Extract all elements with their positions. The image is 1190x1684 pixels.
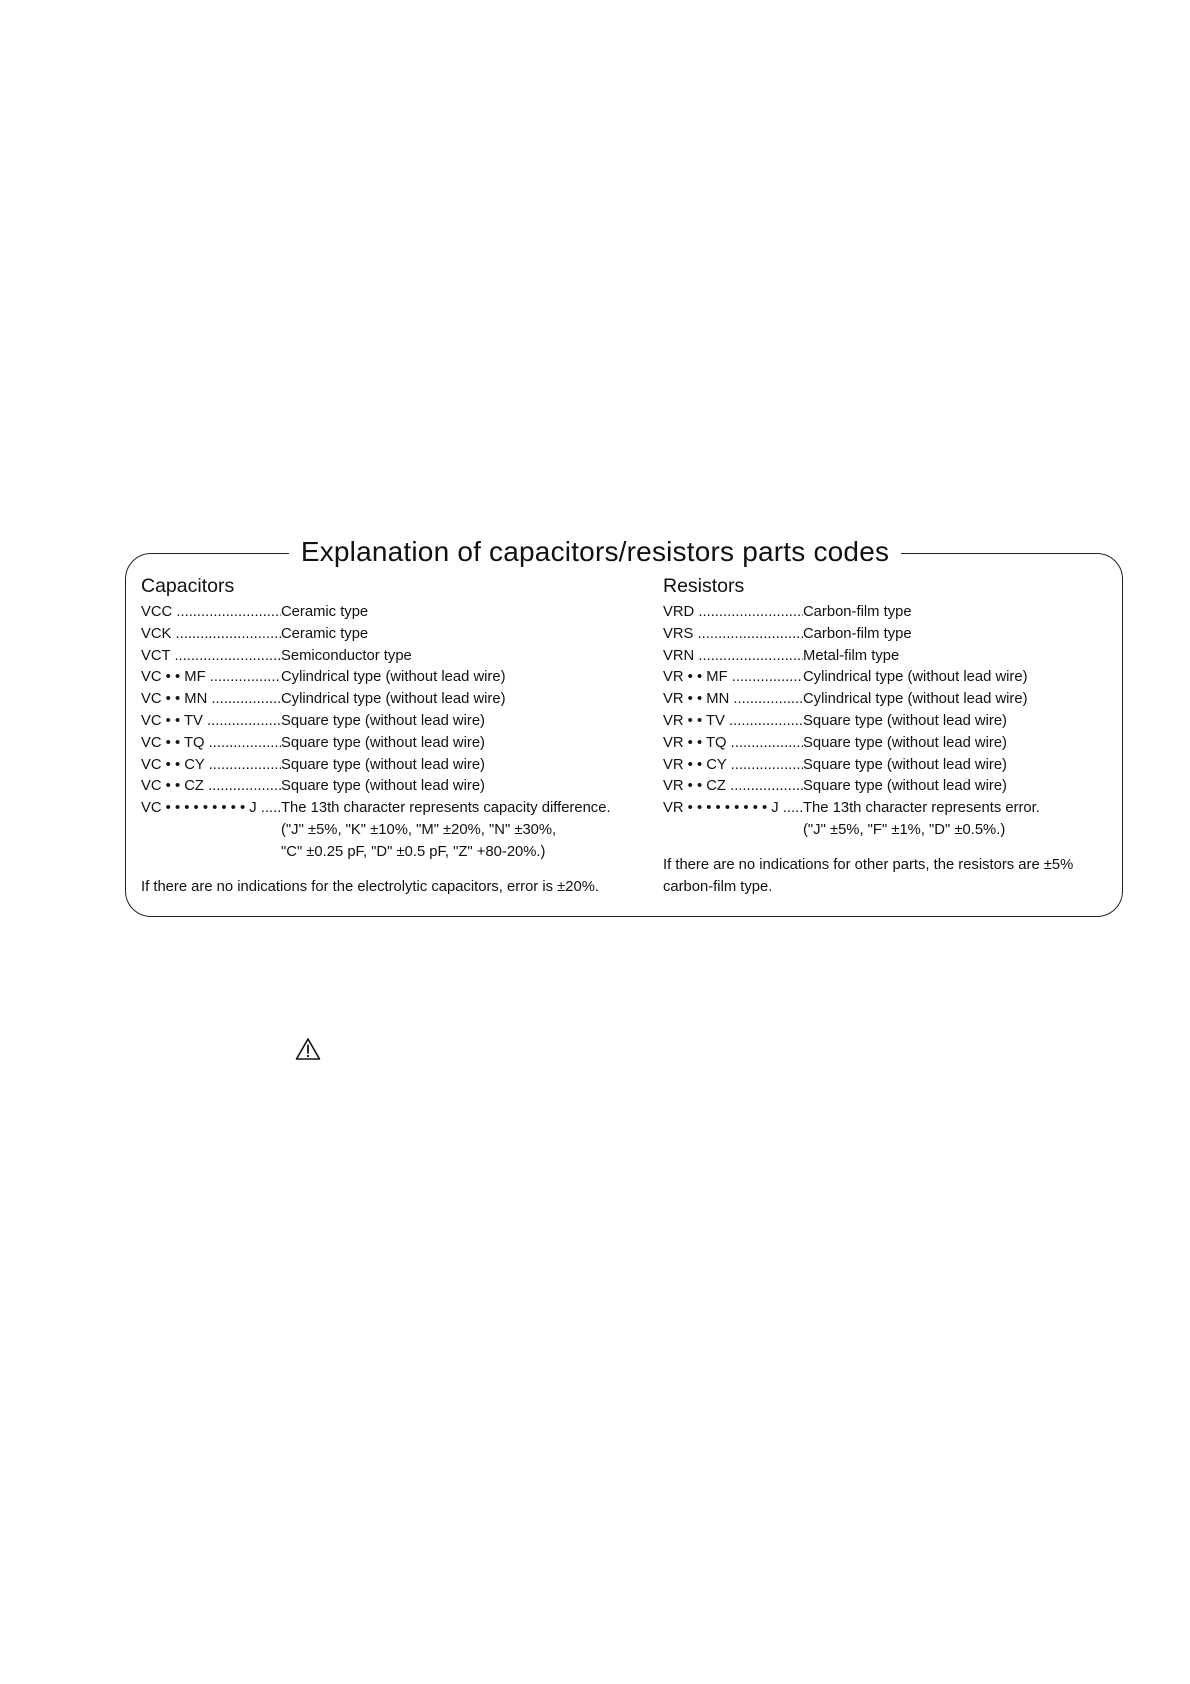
part-code: VR • • TV .....: [663, 711, 803, 733]
part-code: VC • • • • • • • • • J .....: [141, 798, 281, 820]
part-description: The 13th character represents capacity difference.: [281, 800, 611, 817]
part-code: VC • • CY .....: [141, 755, 281, 777]
resistors-note: [663, 855, 1073, 899]
part-code: VR • • MF .....: [663, 667, 803, 689]
list-item: [141, 755, 611, 777]
part-code: VCK .....: [141, 624, 281, 646]
list-item: [663, 733, 1040, 755]
part-code: VC • • MN .....: [141, 689, 281, 711]
list-item: [663, 689, 1040, 711]
list-item: [663, 798, 1040, 820]
part-description: Cylindrical type (without lead wire): [281, 691, 506, 708]
part-code: VC • • CZ .....: [141, 776, 281, 798]
part-code: VRS .....: [663, 624, 803, 646]
part-code: VRD .....: [663, 602, 803, 624]
list-item: [663, 624, 1040, 646]
part-code: VC • • TV .....: [141, 711, 281, 733]
list-item: [141, 602, 611, 624]
list-item: [141, 624, 611, 646]
part-code: VCC .....: [141, 602, 281, 624]
part-code: VCT .....: [141, 646, 281, 668]
part-description: Square type (without lead wire): [281, 778, 485, 795]
list-item: [141, 798, 611, 820]
list-item: [141, 733, 611, 755]
part-description: Square type (without lead wire): [803, 712, 1007, 729]
part-description: Square type (without lead wire): [803, 778, 1007, 795]
list-item: [141, 776, 611, 798]
list-item: [141, 711, 611, 733]
part-code: VR • • CY .....: [663, 755, 803, 777]
part-code: VRN .....: [663, 646, 803, 668]
part-description: Semiconductor type: [281, 647, 412, 664]
capacitors-heading: Capacitors: [141, 575, 235, 597]
list-item: [141, 646, 611, 668]
resistors-heading: Resistors: [663, 575, 745, 597]
list-item: [663, 711, 1040, 733]
part-description: Cylindrical type (without lead wire): [281, 669, 506, 686]
part-description: Metal-film type: [803, 647, 900, 664]
tolerance-list-line: ("J" ±5%, "K" ±10%, "M" ±20%, "N" ±30%,: [281, 821, 557, 838]
list-item: [663, 646, 1040, 668]
part-description: Ceramic type: [281, 625, 369, 642]
part-description: Cylindrical type (without lead wire): [803, 669, 1028, 686]
list-item: [663, 667, 1040, 689]
part-code: VC • • TQ .....: [141, 733, 281, 755]
part-description: The 13th character represents error.: [803, 800, 1040, 817]
part-description: Square type (without lead wire): [803, 734, 1007, 751]
list-item: [663, 755, 1040, 777]
list-item: [663, 602, 1040, 624]
part-description: Carbon-film type: [803, 625, 912, 642]
resistors-note-line: If there are no indications for other parts, the resistors are ±5%: [663, 857, 1074, 873]
part-description: Ceramic type: [281, 604, 369, 620]
warning-triangle-icon: [295, 1037, 321, 1061]
list-item: [141, 689, 611, 711]
panel-title: [0, 530, 1190, 574]
part-description: Carbon-film type: [803, 604, 912, 620]
tolerance-list-line: "C" ±0.25 pF, "D" ±0.5 pF, "Z" +80-20%.): [281, 843, 546, 860]
part-code: VC • • MF .....: [141, 667, 281, 689]
resistors-column: [663, 574, 1040, 842]
panel-title-text: Explanation of capacitors/resistors parts codes: [289, 536, 901, 567]
part-code: VR • • • • • • • • • J .....: [663, 798, 803, 820]
list-item: [141, 667, 611, 689]
capacitors-column: [141, 574, 611, 864]
part-code: VR • • TQ .....: [663, 733, 803, 755]
part-code: VR • • MN .....: [663, 689, 803, 711]
part-description: Square type (without lead wire): [281, 756, 485, 773]
part-description: Square type (without lead wire): [281, 734, 485, 751]
part-code: VR • • CZ .....: [663, 776, 803, 798]
capacitors-note: If there are no indications for the electrolytic capacitors, error is ±20%.: [141, 879, 599, 895]
part-description: Cylindrical type (without lead wire): [803, 691, 1028, 708]
part-description: Square type (without lead wire): [803, 756, 1007, 773]
resistors-note-line: carbon-film type.: [663, 878, 773, 895]
tolerance-list-line: ("J" ±5%, "F" ±1%, "D" ±0.5%.): [803, 821, 1006, 838]
list-item: [663, 776, 1040, 798]
part-description: Square type (without lead wire): [281, 712, 485, 729]
